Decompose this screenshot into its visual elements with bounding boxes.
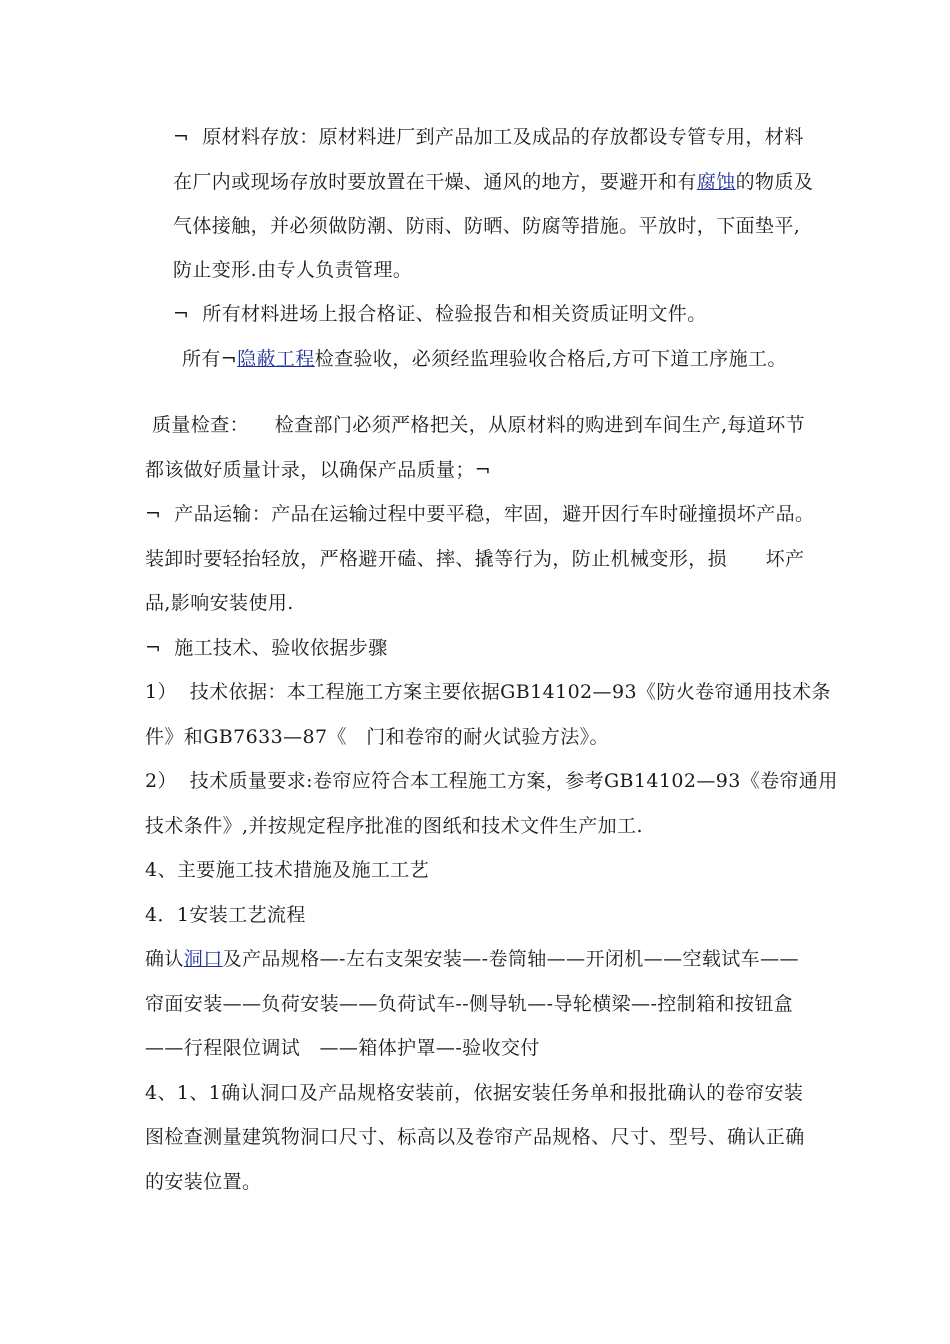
para-transport-line-2: 装卸时要轻抬轻放，严格避开磕、摔、撬等行为，防止机械变形，损 坏产: [145, 548, 805, 570]
para-4-1-1-line-2: 图检查测量建筑物洞口尺寸、标高以及卷帘产品规格、尺寸、型号、确认正确: [145, 1126, 805, 1148]
para-concealed-works: [182, 347, 787, 371]
process-flow-line-3: ——行程限位调试 ——箱体护罩—-验收交付: [145, 1037, 540, 1059]
item-2-line-2: 技术条件》,并按规定程序批准的图纸和技术文件生产加工.: [145, 815, 643, 837]
para-raw-material-storage-line-4: 防止变形.由专人负责管理。: [173, 259, 413, 281]
process-flow-line-1: [145, 947, 799, 971]
item-2-line-1: 2） 技术质量要求:卷帘应符合本工程施工方案，参考GB14102—93《卷帘通用: [145, 770, 838, 792]
para-4-1-1-line-1: 4、1、1确认洞口及产品规格安装前，依据安装任务单和报批确认的卷帘安装: [145, 1082, 804, 1104]
para-4-1-1-line-3: 的安装位置。: [145, 1171, 262, 1193]
link-opening[interactable]: 洞口: [183, 948, 223, 970]
text-segment: 在厂内或现场存放时要放置在干燥、通风的地方，要避开和有: [173, 171, 697, 193]
para-transport-line-1: ¬ 产品运输：产品在运输过程中要平稳，牢固，避开因行车时碰撞损坏产品。: [145, 503, 815, 525]
item-1-line-2: 件》和GB7633—87《 门和卷帘的耐火试验方法》。: [145, 726, 609, 748]
para-raw-material-storage-line-2: [173, 170, 813, 194]
para-transport-line-3: 品,影响安装使用.: [145, 592, 294, 614]
text-segment: 确认: [145, 948, 184, 970]
heading-section-4-1: 4．1安装工艺流程: [145, 904, 306, 926]
process-flow-line-2: 帘面安装——负荷安装——负荷试车--侧导轨—-导轮横梁—-控制箱和按钮盒: [145, 993, 794, 1015]
link-corrosion[interactable]: 腐蚀: [696, 171, 736, 193]
para-quality-check-line-2: 都该做好质量计录，以确保产品质量；¬: [145, 459, 492, 481]
text-segment: 所有¬: [182, 348, 238, 370]
para-material-certificates: ¬ 所有材料进场上报合格证、检验报告和相关资质证明文件。: [173, 303, 707, 325]
para-raw-material-storage-line-1: ¬ 原材料存放：原材料进厂到产品加工及成品的存放都设专管专用，材料: [173, 126, 804, 148]
text-segment: 及产品规格—-左右支架安装—-卷筒轴——开闭机——空载试车——: [222, 948, 799, 970]
text-segment: 的物质及: [735, 171, 814, 193]
heading-section-4: 4、主要施工技术措施及施工工艺: [145, 859, 430, 881]
para-raw-material-storage-line-3: 气体接触，并必须做防潮、防雨、防晒、防腐等措施。平放时，下面垫平,: [173, 215, 801, 237]
text-segment: 检查验收，必须经监理验收合格后,方可下道工序施工。: [314, 348, 787, 370]
link-concealed-works[interactable]: 隐蔽工程: [237, 348, 315, 370]
item-1-line-1: 1） 技术依据：本工程施工方案主要依据GB14102—93《防火卷帘通用技术条: [145, 681, 831, 703]
para-quality-check-line-1: 质量检查： 检查部门必须严格把关，从原材料的购进到车间生产,每道环节: [152, 414, 805, 436]
heading-construction-basis: ¬ 施工技术、验收依据步骤: [145, 637, 388, 659]
